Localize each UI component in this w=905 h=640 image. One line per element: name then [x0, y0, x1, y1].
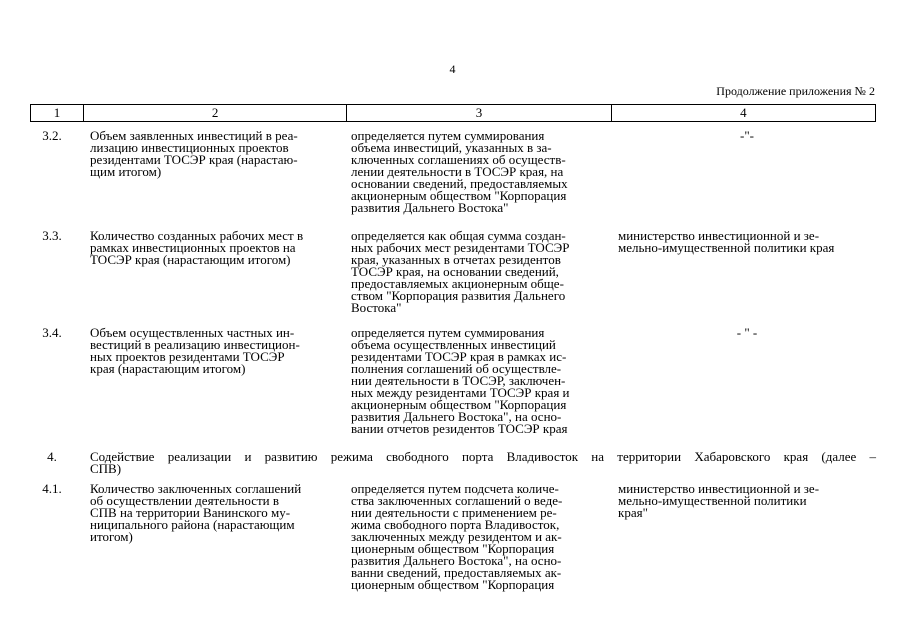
text-line: определяется путем суммирования: [351, 128, 545, 143]
text-line: Востока": [351, 300, 402, 315]
text-line: определяется как общая сумма создан-: [351, 228, 566, 243]
text-line: Объем осуществленных частных ин-: [90, 325, 295, 340]
text-line: ных рабочих мест резидентами ТОСЭР: [351, 240, 570, 255]
row-number: 3.2.: [42, 128, 62, 143]
text-line: вании отчетов резидентов ТОСЭР края: [351, 421, 568, 436]
text-line: ства заключенных соглашений о веде-: [351, 493, 563, 508]
section-title: [90, 451, 876, 475]
responsible-body: [618, 230, 876, 254]
text-line: -"-: [740, 128, 754, 143]
text-line: ТОСЭР края (нарастающим итогом): [90, 252, 291, 267]
text-line: - " -: [736, 325, 758, 340]
indicator-name: [90, 130, 340, 178]
text-line: ТОСЭР края, на основании сведений,: [351, 264, 559, 279]
text-line: Содействие реализации и развитию режима свободного порта Владивосток на территории Хабаровского края (далее –: [90, 449, 876, 464]
text-line: Объем заявленных инвестиций в реа-: [90, 128, 298, 143]
text-line: нии деятельности в ТОСЭР, заключен-: [351, 373, 566, 388]
section-number: 4.: [47, 449, 57, 464]
calculation-method: [351, 327, 611, 435]
text-line: жима свободного порта Владивосток,: [351, 517, 560, 532]
text-line: министерство инвестиционной и зе-: [618, 228, 820, 243]
text-line: вестиций в реализацию инвестицион-: [90, 337, 300, 352]
text-line: итогом): [90, 529, 133, 544]
text-line: края": [618, 505, 648, 520]
text-line: резидентами ТОСЭР края (нарастаю-: [90, 152, 298, 167]
text-line: министерство инвестиционной и зе-: [618, 481, 820, 496]
text-line: Количество созданных рабочих мест в: [90, 228, 304, 243]
text-line: ных проектов резидентами ТОСЭР: [90, 349, 285, 364]
text-line: полнения соглашений об осуществле-: [351, 361, 562, 376]
text-line: развития Дальнего Востока": [351, 200, 509, 215]
text-line: ниципального района (нарастающим: [90, 517, 295, 532]
row-number: 4.1.: [42, 481, 62, 496]
text-line: края (нарастающим итогом): [90, 361, 246, 376]
header-cell-2: 2: [84, 105, 347, 121]
text-line: ционерным обществом "Корпорация: [351, 541, 555, 556]
responsible-body: [618, 327, 876, 339]
text-line: Количество заключенных соглашений: [90, 481, 302, 496]
text-line: предоставляемых акционерным обще-: [351, 276, 564, 291]
text-line: ключенных соглашениях об осуществ-: [351, 152, 566, 167]
text-line: края, указанных в отчетах резидентов: [351, 252, 561, 267]
calculation-method: [351, 230, 611, 314]
header-cell-3: 3: [347, 105, 611, 121]
indicator-name: [90, 230, 340, 266]
indicator-name: [90, 327, 340, 375]
page-number: 4: [449, 62, 456, 76]
header-cell-1: 1: [31, 105, 84, 121]
text-line: ционерным обществом "Корпорация: [351, 577, 555, 592]
text-line: ством "Корпорация развития Дальнего: [351, 288, 566, 303]
text-line: щим итогом): [90, 164, 162, 179]
text-line: лении деятельности в ТОСЭР края, на: [351, 164, 564, 179]
text-line: нии деятельности с применением ре-: [351, 505, 557, 520]
header-cell-4: 4: [740, 105, 747, 120]
text-line: СПВ): [90, 461, 122, 476]
text-line: акционерным обществом "Корпорация: [351, 397, 567, 412]
responsible-body: [618, 130, 876, 142]
text-line: рамках инвестиционных проектов на: [90, 240, 296, 255]
text-line: об осуществлении деятельности в: [90, 493, 279, 508]
table-header-row: [30, 104, 876, 122]
text-line: мельно-имущественной политики края: [618, 240, 835, 255]
text-line: объема инвестиций, указанных в за-: [351, 140, 552, 155]
text-line: ных между резидентами ТОСЭР края и: [351, 385, 570, 400]
text-line: объема осуществленных инвестиций: [351, 337, 556, 352]
indicator-name: [90, 483, 340, 543]
row-number: 3.3.: [42, 228, 62, 243]
calculation-method: [351, 130, 611, 214]
text-line: резидентами ТОСЭР края в рамках ис-: [351, 349, 567, 364]
text-line: определяется путем суммирования: [351, 325, 545, 340]
responsible-body: [618, 483, 876, 519]
row-number: 3.4.: [42, 325, 62, 340]
text-line: лизацию инвестиционных проектов: [90, 140, 289, 155]
text-line: заключенных между резидентом и ак-: [351, 529, 562, 544]
text-line: ванни сведений, предоставляемых ак-: [351, 565, 562, 580]
text-line: основании сведений, предоставляемых: [351, 176, 568, 191]
text-line: мельно-имущественной политики: [618, 493, 807, 508]
text-line: акционерным обществом "Корпорация: [351, 188, 567, 203]
text-line: СПВ на территории Ванинского му-: [90, 505, 291, 520]
text-line: развития Дальнего Востока", на осно-: [351, 409, 562, 424]
calculation-method: [351, 483, 611, 591]
text-line: определяется путем подсчета количе-: [351, 481, 559, 496]
text-line: развития Дальнего Востока", на осно-: [351, 553, 562, 568]
continuation-label: Продолжение приложения № 2: [716, 84, 875, 98]
